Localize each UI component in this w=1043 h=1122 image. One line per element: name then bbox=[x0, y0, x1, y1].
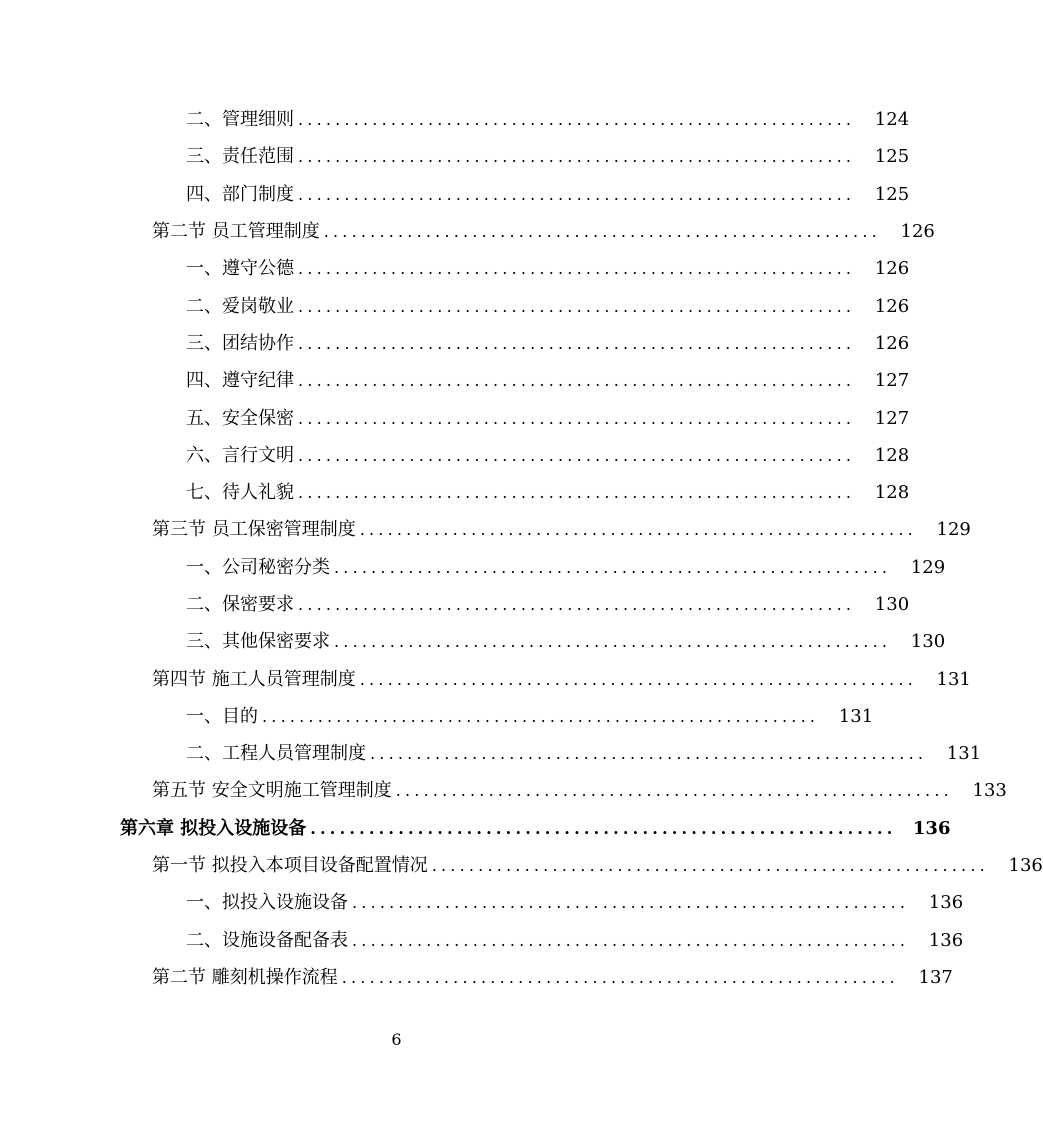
table-of-contents bbox=[0, 101, 1043, 996]
toc-entry-label: 第四节 施工人员管理制度 bbox=[152, 668, 356, 690]
toc-entry-label: 七、待人礼貌 bbox=[186, 482, 294, 504]
toc-entry-page-number: 136 bbox=[928, 929, 964, 951]
toc-entry-page-number: 126 bbox=[874, 332, 910, 354]
toc-entry-item[interactable] bbox=[0, 138, 910, 175]
toc-entry-page-number: 126 bbox=[874, 258, 910, 280]
toc-entry-page-number: 133 bbox=[972, 780, 1007, 802]
toc-entry-label: 二、管理细则 bbox=[186, 109, 294, 131]
toc-entry-item[interactable] bbox=[0, 549, 946, 586]
toc-entry-section[interactable] bbox=[0, 213, 935, 250]
dot-leader: ............................................................ bbox=[395, 781, 953, 801]
toc-entry-page-number: 131 bbox=[838, 705, 874, 727]
toc-entry-item[interactable] bbox=[0, 586, 910, 623]
toc-entry-label: 四、部门制度 bbox=[186, 183, 294, 205]
dot-leader: ............................................................ bbox=[298, 408, 856, 428]
dot-leader: ............................................................ bbox=[298, 147, 856, 167]
toc-entry-label: 第二节 雕刻机操作流程 bbox=[152, 966, 338, 988]
toc-entry-label: 二、设施设备配备表 bbox=[186, 929, 348, 951]
toc-entry-label: 第二节 员工管理制度 bbox=[152, 221, 320, 243]
toc-entry-label: 一、拟投入设施设备 bbox=[186, 892, 348, 914]
dot-leader: ............................................................ bbox=[323, 222, 881, 242]
toc-entry-section[interactable] bbox=[0, 959, 953, 996]
toc-entry-label: 一、遵守公德 bbox=[186, 258, 294, 280]
dot-leader: ............................................................ bbox=[298, 371, 856, 391]
dot-leader: ............................................................ bbox=[310, 818, 897, 838]
dot-leader: ............................................................ bbox=[298, 483, 856, 503]
toc-entry-page-number: 125 bbox=[874, 183, 910, 205]
toc-entry-label: 三、责任范围 bbox=[186, 146, 294, 168]
toc-entry-item[interactable] bbox=[0, 325, 910, 362]
dot-leader: ............................................................ bbox=[298, 445, 856, 465]
toc-entry-item[interactable] bbox=[0, 922, 964, 959]
toc-entry-label: 第三节 员工保密管理制度 bbox=[152, 519, 356, 541]
toc-entry-item[interactable] bbox=[0, 884, 964, 921]
toc-entry-section[interactable] bbox=[0, 511, 971, 548]
toc-entry-label: 五、安全保密 bbox=[186, 407, 294, 429]
toc-entry-page-number: 136 bbox=[928, 892, 964, 914]
toc-entry-page-number: 126 bbox=[874, 295, 910, 317]
dot-leader: ............................................................ bbox=[262, 706, 820, 726]
toc-entry-item[interactable] bbox=[0, 250, 910, 287]
toc-entry-section[interactable] bbox=[0, 772, 1007, 809]
toc-entry-label: 三、其他保密要求 bbox=[186, 631, 330, 653]
toc-entry-label: 二、工程人员管理制度 bbox=[186, 743, 366, 765]
toc-entry-label: 六、言行文明 bbox=[186, 444, 294, 466]
toc-entry-page-number: 130 bbox=[910, 631, 946, 653]
dot-leader: ............................................................ bbox=[298, 296, 856, 316]
toc-entry-page-number: 129 bbox=[910, 556, 946, 578]
toc-entry-item[interactable] bbox=[0, 437, 910, 474]
toc-entry-page-number: 128 bbox=[874, 444, 910, 466]
toc-entry-page-number: 131 bbox=[946, 743, 982, 765]
toc-entry-page-number: 136 bbox=[912, 817, 951, 839]
toc-entry-label: 二、保密要求 bbox=[186, 594, 294, 615]
toc-entry-label: 二、爱岗敬业 bbox=[186, 295, 294, 317]
dot-leader: ............................................................ bbox=[298, 595, 856, 614]
toc-entry-item[interactable] bbox=[0, 698, 874, 735]
dot-leader: ............................................................ bbox=[334, 632, 892, 652]
dot-leader: ............................................................ bbox=[352, 893, 910, 913]
toc-entry-item[interactable] bbox=[0, 176, 910, 213]
toc-entry-label: 第五节 安全文明施工管理制度 bbox=[152, 780, 392, 802]
toc-entry-page-number: 131 bbox=[936, 668, 971, 690]
dot-leader: ............................................................ bbox=[370, 744, 928, 764]
toc-entry-item[interactable] bbox=[0, 399, 910, 436]
toc-entry-page-number: 129 bbox=[936, 519, 971, 541]
toc-entry-page-number: 127 bbox=[874, 370, 910, 392]
toc-entry-chapter[interactable] bbox=[0, 810, 951, 847]
page-number: 6 bbox=[391, 1030, 402, 1049]
dot-leader: ............................................................ bbox=[359, 669, 917, 689]
toc-entry-label: 第一节 拟投入本项目设备配置情况 bbox=[152, 855, 428, 877]
toc-entry-page-number: 137 bbox=[918, 966, 953, 988]
toc-entry-page-number: 127 bbox=[874, 407, 910, 429]
dot-leader: ............................................................ bbox=[352, 930, 910, 950]
toc-entry-item[interactable] bbox=[0, 101, 910, 138]
dot-leader: ............................................................ bbox=[359, 520, 917, 540]
toc-entry-section[interactable] bbox=[0, 847, 1043, 884]
toc-entry-label: 四、遵守纪律 bbox=[186, 370, 294, 392]
toc-entry-label: 一、公司秘密分类 bbox=[186, 556, 330, 578]
toc-entry-label: 第六章 拟投入设施设备 bbox=[120, 817, 307, 839]
toc-entry-page-number: 125 bbox=[874, 146, 910, 168]
dot-leader: ............................................................ bbox=[431, 856, 989, 876]
dot-leader: ............................................................ bbox=[334, 557, 892, 577]
dot-leader: ............................................................ bbox=[298, 333, 856, 353]
dot-leader: ............................................................ bbox=[298, 110, 856, 130]
dot-leader: ............................................................ bbox=[341, 967, 899, 987]
toc-entry-page-number: 130 bbox=[874, 594, 910, 615]
toc-entry-item[interactable] bbox=[0, 287, 910, 324]
dot-leader: ............................................................ bbox=[298, 259, 856, 279]
toc-entry-section[interactable] bbox=[0, 660, 971, 697]
toc-entry-page-number: 136 bbox=[1008, 855, 1043, 877]
toc-entry-page-number: 126 bbox=[900, 221, 935, 243]
toc-entry-item[interactable] bbox=[0, 623, 946, 660]
toc-entry-label: 三、团结协作 bbox=[186, 332, 294, 354]
toc-entry-item[interactable] bbox=[0, 735, 982, 772]
toc-entry-item[interactable] bbox=[0, 362, 910, 399]
toc-entry-page-number: 124 bbox=[874, 109, 910, 131]
toc-entry-label: 一、目的 bbox=[186, 705, 258, 727]
toc-entry-page-number: 128 bbox=[874, 482, 910, 504]
toc-entry-item[interactable] bbox=[0, 474, 910, 511]
dot-leader: ............................................................ bbox=[298, 184, 856, 204]
